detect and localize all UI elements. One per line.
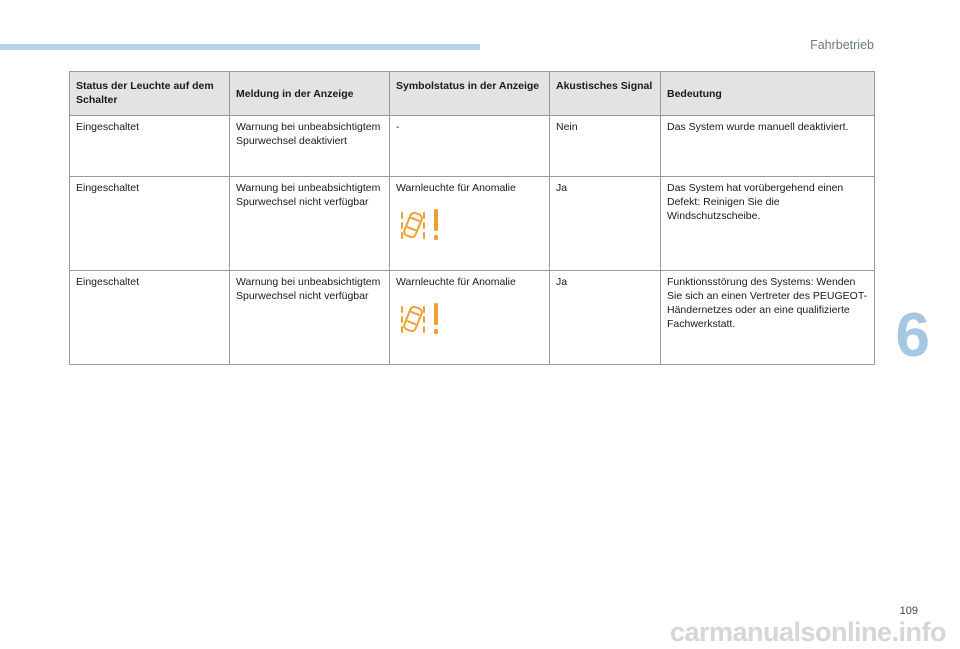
- cell-meaning: Das System wurde manuell deaktiviert.: [661, 116, 875, 177]
- cell-sound: Ja: [550, 177, 661, 271]
- chapter-number: 6: [895, 301, 930, 370]
- section-title: Fahrbetrieb: [810, 38, 874, 52]
- cell-status: Eingeschaltet: [70, 271, 230, 365]
- column-header-sound: Akustisches Signal: [550, 72, 661, 116]
- column-header-symbol: Symbolstatus in der Anzeige: [390, 72, 550, 116]
- cell-meaning: Funktionsstörung des Systems: Wenden Sie sich an einen Vertreter des PEUGEOT-Händernetzes oder an eine qualifizierte Fachwerkstatt.: [661, 271, 875, 365]
- cell-symbol: -: [390, 116, 550, 177]
- table-row: [70, 116, 875, 177]
- cell-sound: Nein: [550, 116, 661, 177]
- cell-message: Warnung bei unbeabsichtigtem Spurwechsel nicht verfügbar: [230, 177, 390, 271]
- cell-sound: Ja: [550, 271, 661, 365]
- column-header-meaning: Bedeutung: [661, 72, 875, 116]
- cell-meaning: Das System hat vorübergehend einen Defekt: Reinigen Sie die Windschutzscheibe.: [661, 177, 875, 271]
- cell-status: Eingeschaltet: [70, 116, 230, 177]
- table-row: [70, 177, 875, 271]
- cell-status: Eingeschaltet: [70, 177, 230, 271]
- cell-symbol: [390, 177, 550, 271]
- table-row: [70, 271, 875, 365]
- symbol-label: Warnleuchte für Anomalie: [396, 182, 516, 194]
- page-number: 109: [899, 605, 918, 617]
- watermark-logo: carmanualsonline.info: [669, 617, 946, 647]
- cell-symbol: [390, 271, 550, 365]
- cell-message: Warnung bei unbeabsichtigtem Spurwechsel nicht verfügbar: [230, 271, 390, 365]
- column-header-status: Status der Leuchte auf dem Schalter: [70, 72, 230, 116]
- header-accent-bar: [0, 44, 480, 50]
- lane-departure-warning-icon: [398, 207, 444, 245]
- cell-message: Warnung bei unbeabsichtigtem Spurwechsel deaktiviert: [230, 116, 390, 177]
- symbol-label: Warnleuchte für Anomalie: [396, 276, 516, 288]
- column-header-message: Meldung in der Anzeige: [230, 72, 390, 116]
- warning-status-table: [69, 71, 875, 365]
- table-header-row: [70, 72, 875, 116]
- lane-departure-warning-icon: [398, 301, 444, 339]
